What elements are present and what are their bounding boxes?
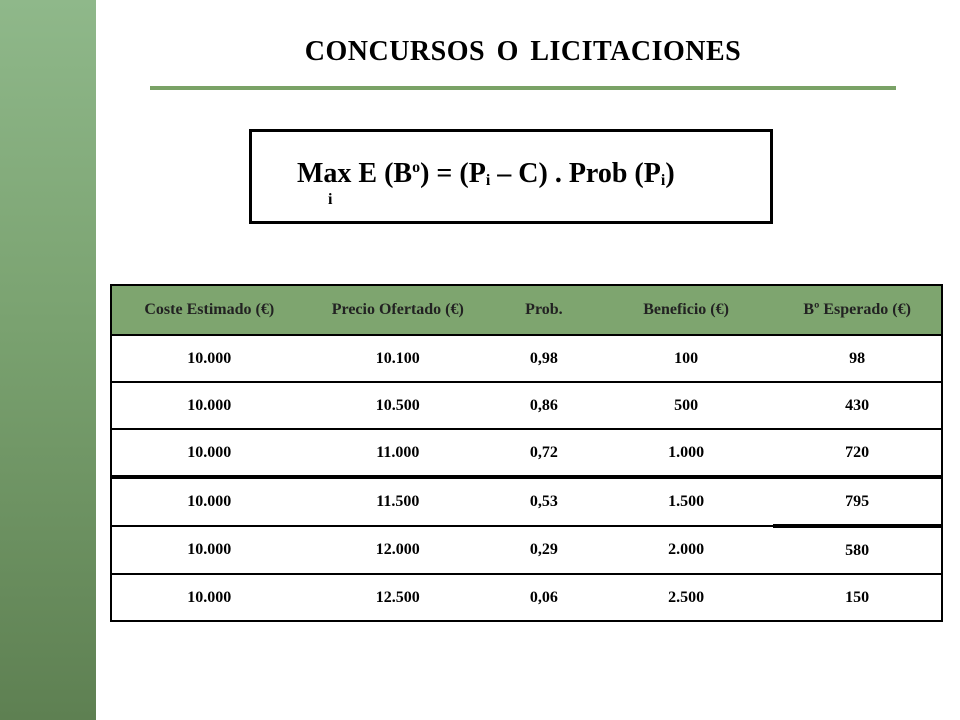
cell-precio: 10.100 bbox=[375, 349, 420, 367]
formula-sub-i1: i bbox=[485, 172, 491, 189]
cell-precio: 12.000 bbox=[375, 541, 420, 558]
cell-beneficio: 100 bbox=[674, 349, 699, 367]
bids-table bbox=[110, 284, 943, 622]
cell-coste: 10.000 bbox=[187, 541, 232, 558]
cell-beneficio: 1.000 bbox=[668, 443, 705, 461]
formula-sup-o: o bbox=[412, 159, 421, 176]
cell-beneficio: 1.500 bbox=[599, 477, 774, 526]
cell-prob: 0,29 bbox=[529, 541, 558, 558]
cell-esperado-max: 795 bbox=[773, 477, 942, 526]
formula-box bbox=[249, 129, 773, 224]
cell-esperado: 430 bbox=[845, 396, 870, 414]
title-underline bbox=[150, 86, 896, 90]
formula bbox=[297, 158, 675, 190]
cell-esperado: 98 bbox=[849, 349, 866, 367]
header-bo-esperado: Bº Esperado (€) bbox=[773, 285, 942, 335]
cell-coste: 10.000 bbox=[187, 396, 232, 414]
table-row bbox=[111, 382, 942, 429]
formula-max-subscript: i bbox=[328, 191, 333, 208]
page-title: CONCURSOS O LICITACIONES bbox=[304, 36, 742, 67]
table-row bbox=[111, 526, 942, 574]
cell-beneficio: 2.500 bbox=[668, 588, 705, 606]
cell-esperado: 720 bbox=[845, 443, 870, 461]
cell-prob: 0,53 bbox=[489, 477, 599, 526]
cell-coste: 10.000 bbox=[187, 443, 232, 461]
cell-prob: 0,98 bbox=[529, 349, 558, 367]
table-row-highlighted bbox=[111, 477, 942, 526]
cell-beneficio: 500 bbox=[674, 396, 699, 414]
formula-prefix: Max E (B bbox=[297, 158, 413, 189]
cell-esperado: 150 bbox=[845, 588, 870, 606]
table-row bbox=[111, 335, 942, 382]
decorative-sidebar bbox=[0, 0, 96, 720]
cell-precio: 10.500 bbox=[375, 396, 420, 414]
cell-precio: 11.000 bbox=[376, 443, 420, 461]
table-row bbox=[111, 429, 942, 477]
table-header-row bbox=[111, 285, 942, 335]
formula-mid1: ) = (P bbox=[420, 158, 486, 189]
table-row bbox=[111, 574, 942, 621]
cell-coste: 10.000 bbox=[111, 477, 307, 526]
cell-coste: 10.000 bbox=[187, 588, 232, 606]
header-prob: Prob. bbox=[489, 285, 599, 335]
formula-suffix: ) bbox=[665, 158, 675, 189]
header-precio-ofertado: Precio Ofertado (€) bbox=[307, 285, 490, 335]
header-coste-estimado: Coste Estimado (€) bbox=[111, 285, 307, 335]
formula-sub-i2: i bbox=[660, 172, 666, 189]
formula-mid2: – C) . Prob (P bbox=[490, 158, 661, 189]
cell-prob: 0,86 bbox=[529, 396, 558, 414]
cell-prob: 0,72 bbox=[529, 443, 558, 461]
cell-precio: 12.500 bbox=[375, 588, 420, 606]
cell-precio: 11.500 bbox=[307, 477, 490, 526]
cell-prob: 0,06 bbox=[529, 588, 558, 606]
cell-beneficio: 2.000 bbox=[668, 541, 705, 558]
header-beneficio: Beneficio (€) bbox=[599, 285, 774, 335]
cell-esperado: 580 bbox=[845, 541, 870, 559]
cell-coste: 10.000 bbox=[187, 349, 232, 367]
